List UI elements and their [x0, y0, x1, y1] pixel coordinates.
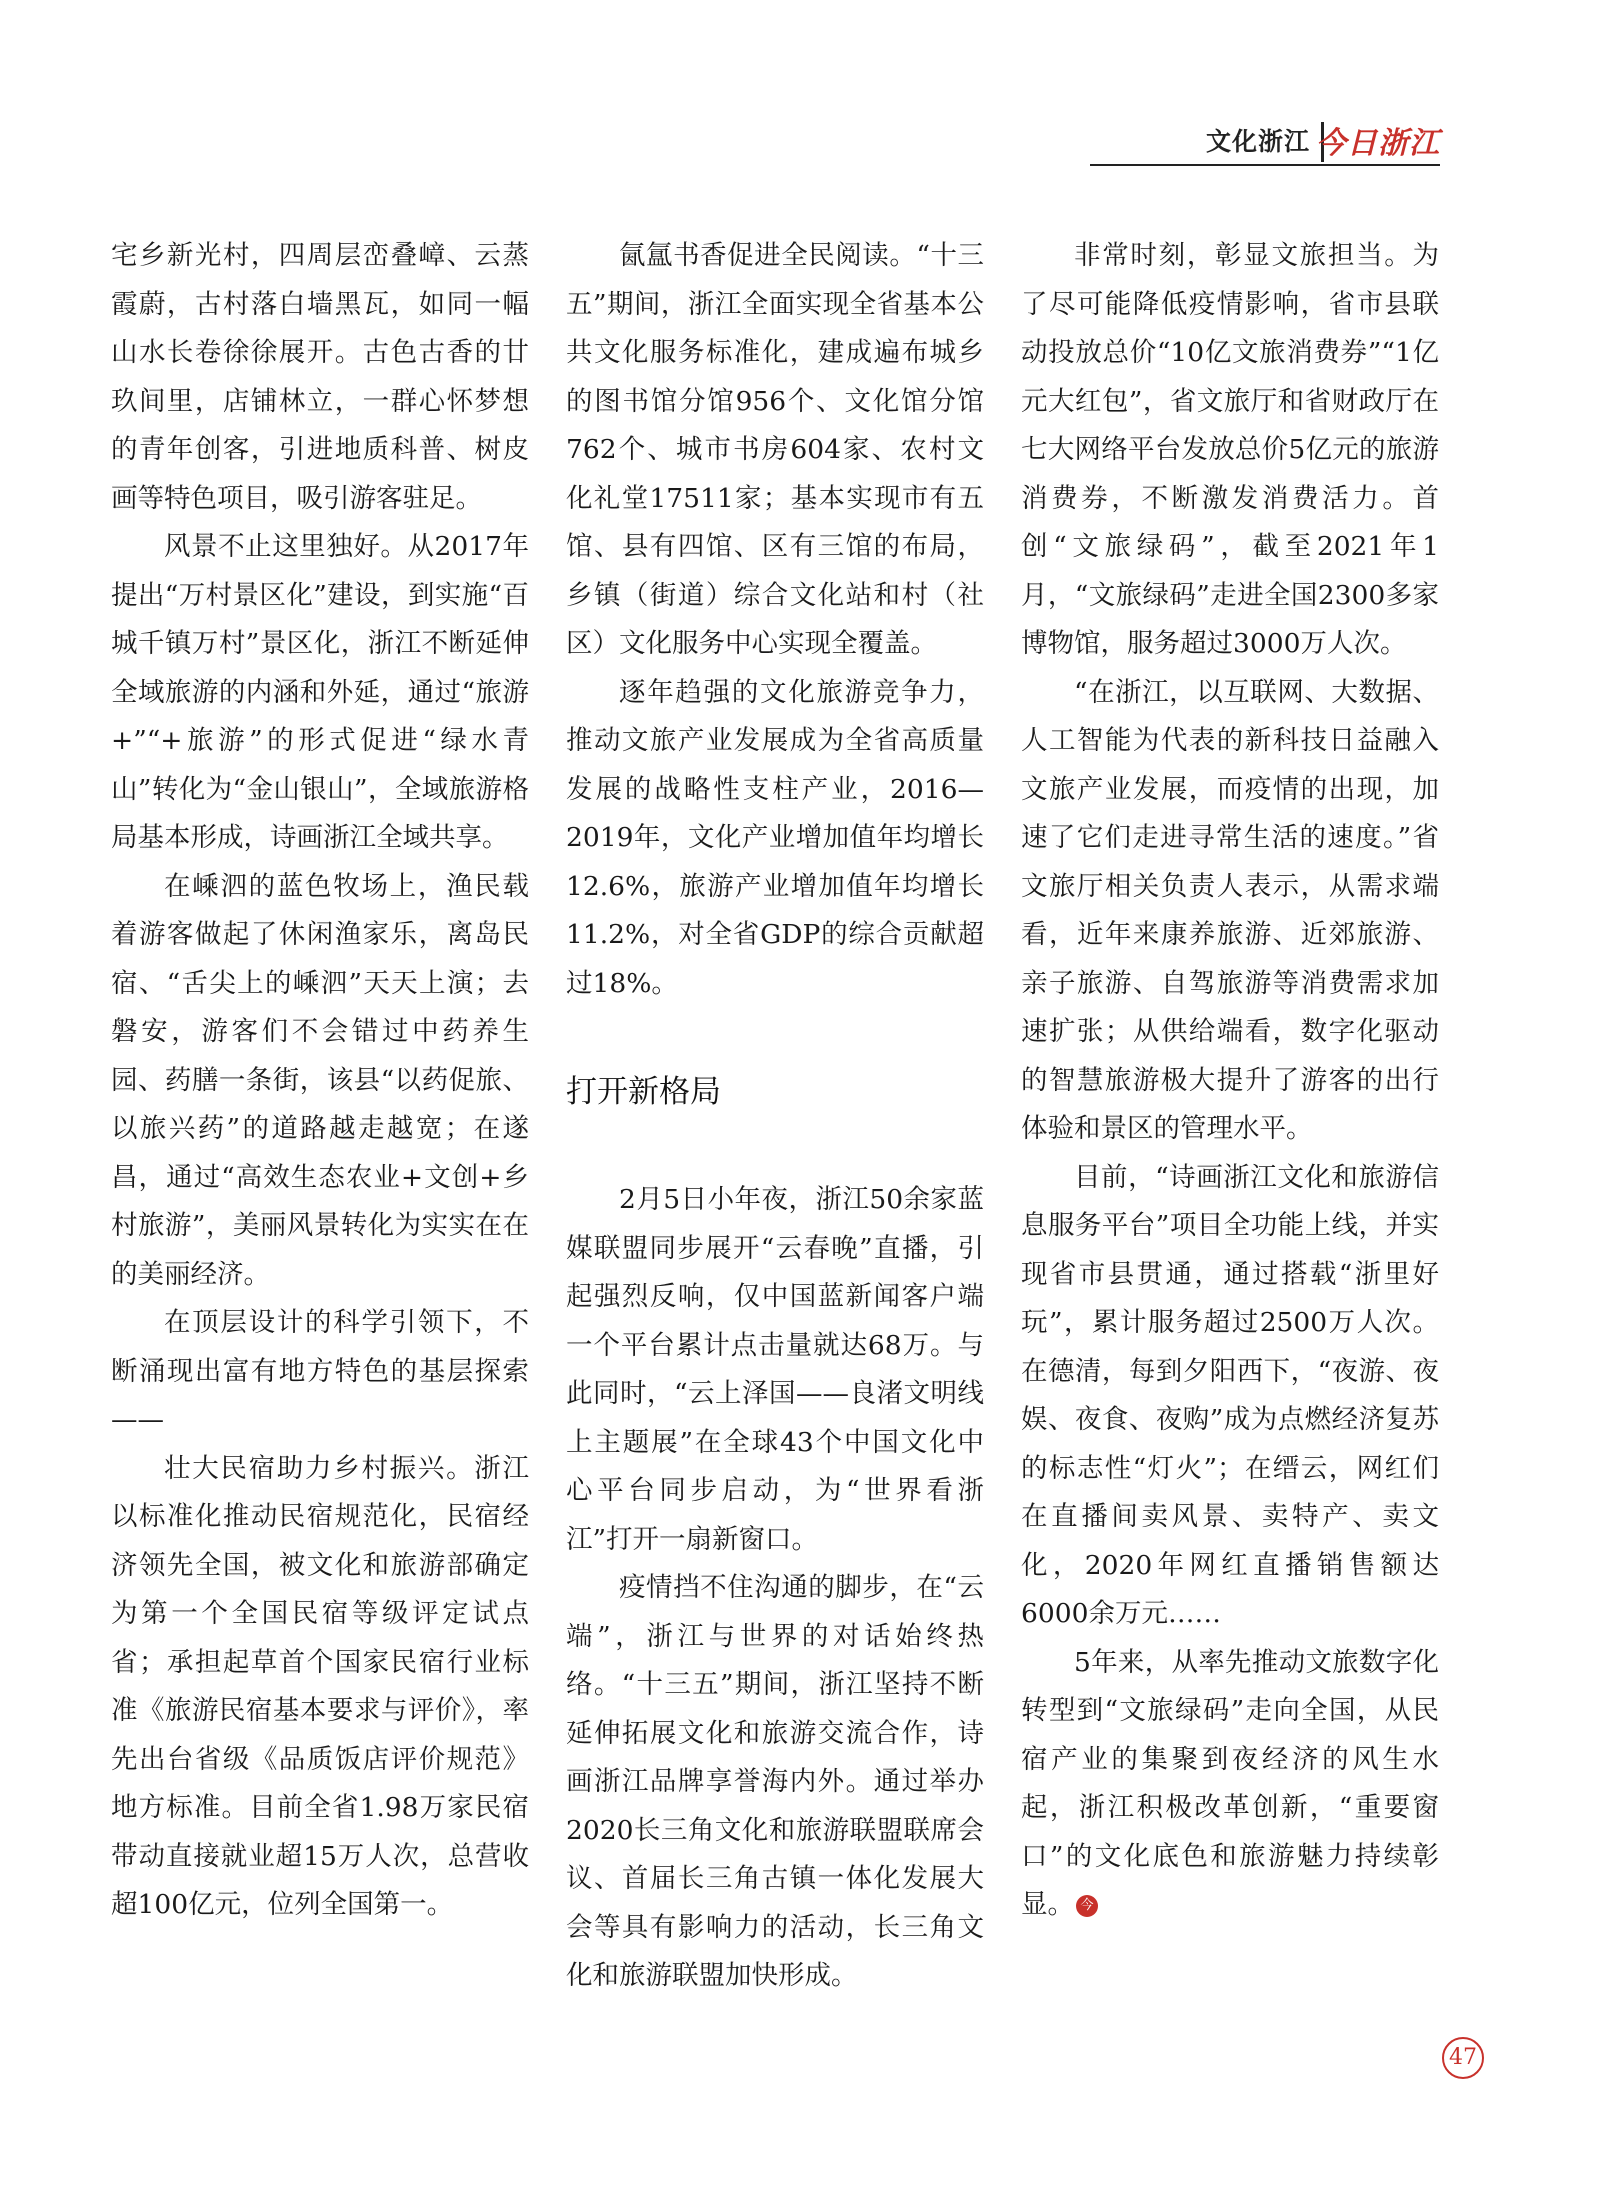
column-3 [1021, 232, 1439, 1930]
page-number: 47 [1442, 2037, 1484, 2079]
paragraph: 氤氲书香促进全民阅读。“十三五”期间，浙江全面实现全省基本公共文化服务标准化，建成遍布城乡的图书馆分馆956个、文化馆分馆762个、城市书房604家、农村文化礼堂17511家；基本实现市有五馆、县有四馆、区有三馆的布局，乡镇（街道）综合文化站和村（社区）文化服务中心实现全覆盖。 [566, 240, 984, 659]
paragraph: 非常时刻，彰显文旅担当。为了尽可能降低疫情影响，省市县联动投放总价“10亿文旅消费券”“1亿元大红包”，省文旅厅和省财政厅在七大网络平台发放总价5亿元的旅游消费券，不断激发消费活力。首创“文旅绿码”，截至2021年1月，“文旅绿码”走进全国2300多家博物馆，服务超过3000万人次。 [1021, 240, 1439, 659]
paragraph: 在顶层设计的科学引领下，不断涌现出富有地方特色的基层探索—— [111, 1307, 529, 1435]
section-title: 文化浙江 [1205, 127, 1310, 156]
column-1 [111, 232, 529, 1930]
paragraph-final [1021, 1639, 1439, 1930]
section-heading: 打开新格局 [566, 1074, 721, 1110]
paragraph: 逐年趋强的文化旅游竞争力，推动文旅产业发展成为全省高质量发展的战略性支柱产业，2016—2019年，文化产业增加值年均增长12.6%，旅游产业增加值年均增长11.2%，对全省GDP的综合贡献超过18%。 [566, 676, 984, 999]
paragraph: 风景不止这里独好。从2017年提出“万村景区化”建设，到实施“百城千镇万村”景区化，浙江不断延伸全域旅游的内涵和外延，通过“旅游+”“+旅游”的形式促进“绿水青山”转化为“金山银山”，全域旅游格局基本形成，诗画浙江全域共享。 [111, 531, 529, 853]
paragraph: 疫情挡不住沟通的脚步，在“云端”，浙江与世界的对话始终热络。“十三五”期间，浙江坚持不断延伸拓展文化和旅游交流合作，诗画浙江品牌享誉海内外。通过举办2020长三角文化和旅游联盟联席会议、首届长三角古镇一体化发展大会等具有影响力的活动，长三角文化和旅游联盟加快形成。 [566, 1572, 984, 1991]
paragraph: 壮大民宿助力乡村振兴。浙江以标准化推动民宿规范化，民宿经济领先全国，被文化和旅游部确定为第一个全国民宿等级评定试点省；承担起草首个国家民宿行业标准《旅游民宿基本要求与评价》，率先出台省级《品质饭店评价规范》地方标准。目前全省1.98万家民宿带动直接就业超15万人次，总营收超100亿元，位列全国第一。 [111, 1452, 529, 1920]
column-2 [566, 232, 984, 2001]
paragraph: 在嵊泗的蓝色牧场上，渔民载着游客做起了休闲渔家乐，离岛民宿、“舌尖上的嵊泗”天天上演；去磐安，游客们不会错过中药养生园、药膳一条街，该县“以药促旅、以旅兴药”的道路越走越宽；在遂昌，通过“高效生态农业+文创+乡村旅游”，美丽风景转化为实实在在的美丽经济。 [111, 870, 529, 1290]
magazine-logo: 今日浙江 [1316, 126, 1440, 161]
paragraph: “在浙江，以互联网、大数据、人工智能为代表的新科技日益融入文旅产业发展，而疫情的出现，加速了它们走进寻常生活的速度。”省文旅厅相关负责人表示，从需求端看，近年来康养旅游、近郊旅游、亲子旅游、自驾旅游等消费需求加速扩张；从供给端看，数字化驱动的智慧旅游极大提升了游客的出行体验和景区的管理水平。 [1021, 676, 1439, 1144]
page-header [1090, 120, 1440, 166]
end-mark-icon: 今 [1076, 1895, 1098, 1917]
paragraph: 宅乡新光村，四周层峦叠嶂、云蒸霞蔚，古村落白墙黑瓦，如同一幅山水长卷徐徐展开。古色古香的廿玖间里，店铺林立，一群心怀梦想的青年创客，引进地质科普、树皮画等特色项目，吸引游客驻足。 [111, 240, 529, 514]
paragraph: 2月5日小年夜，浙江50余家蓝媒联盟同步展开“云春晚”直播，引起强烈反响，仅中国蓝新闻客户端一个平台累计点击量就达68万。与此同时，“云上泽国——良渚文明线上主题展”在全球43个中国文化中心平台同步启动，为“世界看浙江”打开一扇新窗口。 [566, 1184, 984, 1555]
paragraph: 目前，“诗画浙江文化和旅游信息服务平台”项目全功能上线，并实现省市县贯通，通过搭载“浙里好玩”，累计服务超过2500万人次。在德清，每到夕阳西下，“夜游、夜娱、夜食、夜购”成为点燃经济复苏的标志性“灯火”；在缙云，网红们在直播间卖风景、卖特产、卖文化，2020年网红直播销售额达6000余万元…… [1021, 1161, 1439, 1629]
paragraph-text: 5年来，从率先推动文旅数字化转型到“文旅绿码”走向全国，从民宿产业的集聚到夜经济的风生水起，浙江积极改革创新，“重要窗口”的文化底色和旅游魅力持续彰显。 [1021, 1646, 1439, 1920]
